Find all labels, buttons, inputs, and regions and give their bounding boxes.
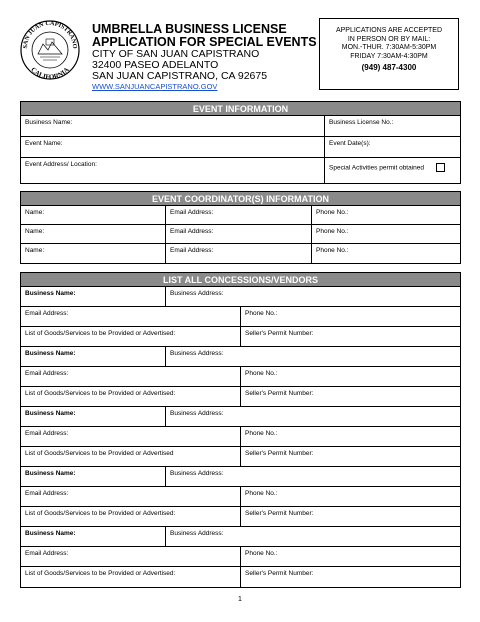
vendor-business-address-field[interactable]: Business Address: [170,410,224,417]
coordinator-name-field[interactable]: Name: [21,244,166,263]
business-name-field[interactable]: Business Name: [21,116,325,136]
city-state-zip: SAN JUAN CAPISTRANO, CA 92675 [92,70,268,82]
vendor-business-address-field[interactable]: Business Address: [170,350,224,357]
vendor-email-field[interactable]: Email Address: [21,547,241,566]
event-information-section [20,101,461,184]
apply-line1: APPLICATIONS ARE ACCEPTED [335,27,443,34]
vendor-email-field[interactable]: Email Address: [21,367,241,386]
vendor-email-field[interactable]: Email Address: [21,487,241,506]
vendor-phone-field[interactable]: Phone No.: [245,370,278,377]
section-heading-vendors: LIST ALL CONCESSIONS/VENDORS [21,273,460,287]
event-coordinators-section [20,191,461,264]
form-title-line2: APPLICATION FOR SPECIAL EVENTS [92,35,317,49]
coordinator-phone-field[interactable]: Phone No.: [316,228,349,235]
city-seal-icon [19,14,81,86]
coordinator-name-field[interactable]: Name: [21,225,166,243]
page-number: 1 [238,596,242,603]
event-address-field[interactable]: Event Address/ Location: [21,158,325,183]
vendor-phone-field[interactable]: Phone No.: [245,310,278,317]
vendor-business-address-field[interactable]: Business Address: [170,290,224,297]
concessions-vendors-section [20,272,461,588]
event-dates-field[interactable]: Event Date(s): [329,140,371,147]
vendor-business-name-field[interactable]: Business Name: [21,527,166,546]
coordinator-phone-field[interactable]: Phone No.: [316,209,349,216]
svg-text:CALIFORNIA [29,66,71,81]
apply-hours-friday: FRIDAY 7:30AM-4:30PM [350,52,428,60]
vendor-business-address-field[interactable]: Business Address: [170,470,224,477]
vendor-business-address-field[interactable]: Business Address: [170,530,224,537]
vendor-business-name-field[interactable]: Business Name: [21,287,166,306]
apply-hours-weekday: MON.-THUR. 7:30AM-5:30PM [341,44,437,51]
section-heading-coordinators: EVENT COORDINATOR(S) INFORMATION [21,192,460,206]
coordinator-email-field[interactable]: Email Address: [166,244,312,263]
vendor-goods-field[interactable]: List of Goods/Services to be Provided or Advertised: [21,507,241,526]
city-name: CITY OF SAN JUAN CAPISTRANO [92,48,260,60]
website-link[interactable]: WWW.SANJUANCAPISTRANO.GOV [92,82,218,91]
application-hours-box [319,18,459,90]
vendor-goods-field[interactable]: List of Goods/Services to be Provided or Advertised: [21,327,241,346]
vendor-business-name-field[interactable]: Business Name: [21,407,166,426]
section-heading-event-information: EVENT INFORMATION [21,102,460,116]
coordinator-phone-field[interactable]: Phone No.: [316,247,349,254]
form-title-line1: UMBRELLA BUSINESS LICENSE [92,22,287,36]
special-permit-label: Special Activities permit obtained [329,164,425,172]
coordinator-email-field[interactable]: Email Address: [166,225,312,243]
vendor-seller-permit-field[interactable]: Seller's Permit Number: [245,450,314,457]
coordinator-name-field[interactable]: Name: [21,206,166,224]
special-permit-checkbox[interactable] [436,163,445,172]
seal-top-text: SAN JUAN CAPISTRANO [21,19,79,49]
coordinator-email-field[interactable]: Email Address: [166,206,312,224]
street-address: 32400 PASEO ADELANTO [92,59,219,71]
vendor-seller-permit-field[interactable]: Seller's Permit Number: [245,570,314,577]
svg-text:SAN JUAN CAPISTRANO [22,20,78,49]
phone-number: (949) 487-4300 [361,63,417,72]
vendor-email-field[interactable]: Email Address: [21,427,241,446]
vendor-goods-field[interactable]: List of Goods/Services to be Provided or Advertised: [21,387,241,406]
vendor-business-name-field[interactable]: Business Name: [21,467,166,486]
business-license-field[interactable]: Business License No.: [329,119,394,126]
vendor-phone-field[interactable]: Phone No.: [245,430,278,437]
vendor-business-name-field[interactable]: Business Name: [21,347,166,366]
vendor-goods-field[interactable]: List of Goods/Services to be Provided or Advertised [21,447,241,466]
vendor-goods-field[interactable]: List of Goods/Services to be Provided or Advertised: [21,567,241,587]
vendor-seller-permit-field[interactable]: Seller's Permit Number: [245,510,314,517]
seal-bottom-text: CALIFORNIA [29,66,71,82]
vendor-seller-permit-field[interactable]: Seller's Permit Number: [245,390,314,397]
vendor-phone-field[interactable]: Phone No.: [245,490,278,497]
vendor-email-field[interactable]: Email Address: [21,307,241,326]
vendor-phone-field[interactable]: Phone No.: [245,550,278,557]
vendor-seller-permit-field[interactable]: Seller's Permit Number: [245,330,314,337]
special-permit-cell [325,158,460,183]
event-name-field[interactable]: Event Name: [21,137,325,157]
apply-line2: IN PERSON OR BY MAIL: [347,35,431,43]
